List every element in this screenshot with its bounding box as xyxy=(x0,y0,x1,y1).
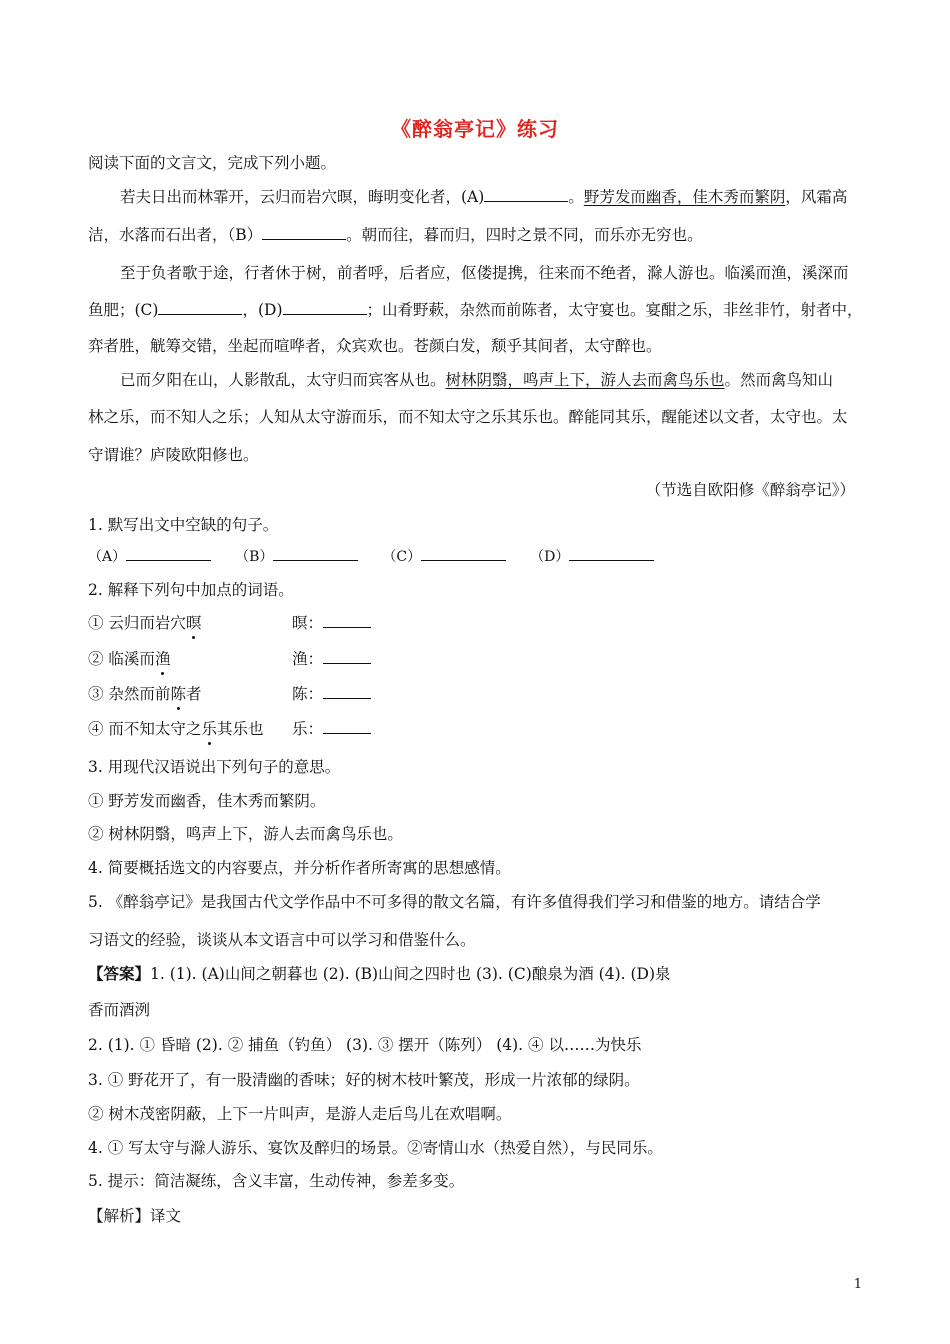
answer-5: 5. 提示：简洁凝练，含义丰富，生动传神，参差多变。 xyxy=(88,1172,465,1190)
q2-item-2: ② 临溪而渔 xyxy=(88,650,171,668)
passage-p2-line2: 鱼肥；(C) ，(D) ；山肴野蔌，杂然而前陈者，太守宴也。宴酣之乐，非丝非竹，射者中， xyxy=(88,301,863,319)
question-1: 1. 默写出文中空缺的句子。 xyxy=(88,516,279,534)
underlined-sentence-2: 树林阴翳，鸣声上下，游人去而禽鸟乐也 xyxy=(445,371,725,389)
answer-blank-a xyxy=(126,548,211,561)
question-5-line1: 5. 《醉翁亭记》是我国古代文学作品中不可多得的散文名篇，有许多值得我们学习和借鉴的地方。请结合学 xyxy=(88,893,821,911)
blank-a xyxy=(484,187,568,202)
question-3: 3. 用现代汉语说出下列句子的意思。 xyxy=(88,758,341,776)
passage-p3-line3: 守谓谁？庐陵欧阳修也。 xyxy=(88,446,259,464)
answer-4: 4. ① 写太守与滁人游乐、宴饮及醉归的场景。②寄情山水（热爱自然），与民同乐。 xyxy=(88,1139,663,1157)
question-3-a: ① 野芳发而幽香，佳木秀而繁阴。 xyxy=(88,792,326,810)
passage-p2-line1: 至于负者歌于途，行者休于树，前者呼，后者应，伛偻提携，往来而不绝者，滁人游也。临溪而渔，溪深而 xyxy=(120,264,849,282)
question-5-line2: 习语文的经验，谈谈从本文语言中可以学习和借鉴什么。 xyxy=(88,931,476,949)
page-number: 1 xyxy=(853,1277,862,1292)
q2-item-4: ④ 而不知太守之乐其乐也 xyxy=(88,720,264,738)
answer-3-b: ② 树木茂密阴蔽，上下一片叫声，是游人走后鸟儿在欢唱啊。 xyxy=(88,1105,512,1123)
passage-p3-line2: 林之乐，而不知人之乐；人知从太守游而乐，而不知太守之乐其乐也。醉能同其乐，醒能述以文者，太守也。太 xyxy=(88,408,848,426)
passage-p1-line2: 洁，水落而石出者，（B） 。朝而往，暮而归，四时之景不同，而乐亦无穷也。 xyxy=(88,226,703,244)
q2-item-3-answer: 陈： xyxy=(292,683,371,705)
intro-text: 阅读下面的文言文，完成下列小题。 xyxy=(88,154,337,172)
q2-item-1-answer: 暝： xyxy=(292,612,371,634)
question-4: 4. 简要概括选文的内容要点，并分析作者所寄寓的思想感情。 xyxy=(88,859,511,877)
q2-item-2-answer: 渔： xyxy=(292,648,371,670)
q2-item-1: ① 云归而岩穴暝 xyxy=(88,614,202,632)
answer-3-a: 3. ① 野花开了，有一股清幽的香味；好的树木枝叶繁茂，形成一片浓郁的绿阴。 xyxy=(88,1071,640,1089)
question-2: 2. 解释下列句中加点的词语。 xyxy=(88,581,294,599)
q2-item-4-answer: 乐： xyxy=(292,718,371,740)
answer-1-line1: 【答案】1. (1). (A)山间之朝暮也 (2). (B)山间之四时也 (3). (C)酿泉为酒 (4). (D)泉 xyxy=(88,964,671,983)
blank-c xyxy=(158,300,242,315)
source-citation: （节选自欧阳修《醉翁亭记》） xyxy=(645,481,855,499)
answer-2: 2. (1). ① 昏暗 (2). ② 捕鱼（钓鱼） (3). ③ 摆开（陈列） (4). ④ 以……为快乐 xyxy=(88,1036,642,1054)
blank-d xyxy=(283,300,367,315)
answer-1-line2: 香而酒洌 xyxy=(88,1001,151,1019)
underlined-sentence-1: 野芳发而幽香，佳木秀而繁阴 xyxy=(583,188,786,206)
analysis-heading: 【解析】译文 xyxy=(88,1207,182,1225)
passage-p1-line1: 若夫日出而林霏开，云归而岩穴暝，晦明变化者，(A) 。野芳发而幽香，佳木秀而繁阴，风霜高 xyxy=(120,188,848,206)
passage-p3-line1: 已而夕阳在山，人影散乱，太守归而宾客从也。树林阴翳，鸣声上下，游人去而禽鸟乐也。然而禽鸟知山 xyxy=(120,371,834,389)
answer-label: 【答案】 xyxy=(88,964,151,983)
page-title: 《醉翁亭记》练习 xyxy=(391,117,559,141)
answer-blank-b xyxy=(273,548,358,561)
passage-p2-line3: 弈者胜，觥筹交错，坐起而喧哗者，众宾欢也。苍颜白发，颓乎其间者，太守醉也。 xyxy=(88,337,662,355)
question-1-blanks: （A） （B） （C） （D） xyxy=(88,546,678,568)
answer-blank-c xyxy=(421,548,506,561)
answer-blank-d xyxy=(569,548,654,561)
blank-b xyxy=(262,225,346,240)
question-3-b: ② 树林阴翳，鸣声上下，游人去而禽鸟乐也。 xyxy=(88,825,403,843)
q2-item-3: ③ 杂然而前陈者 xyxy=(88,685,202,703)
